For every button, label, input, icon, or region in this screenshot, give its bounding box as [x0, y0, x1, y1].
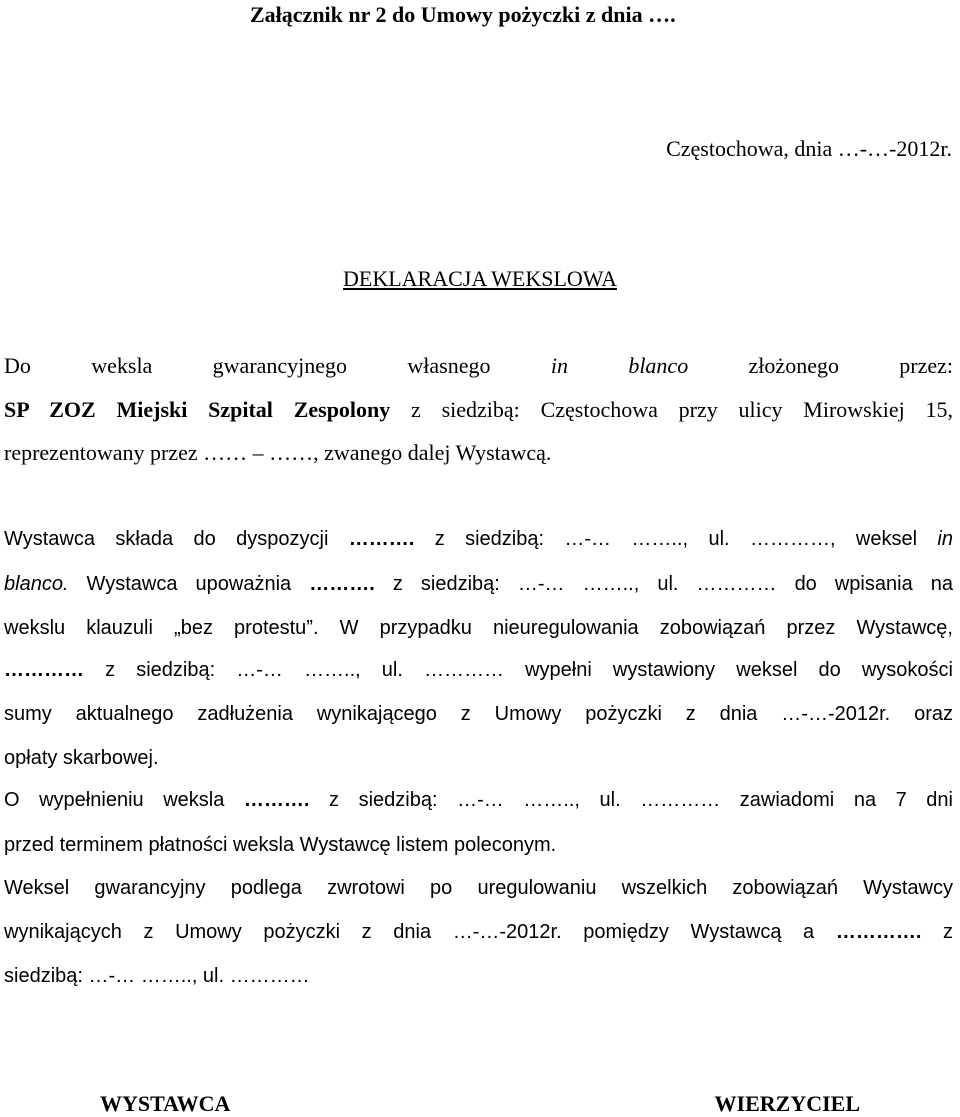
para2-line2: blanco. Wystawca upoważnia ………. z siedzibą: …-… …….., ul. ………… do wpisania na	[4, 573, 953, 595]
signature-creditor: WIERZYCIEL	[714, 1091, 860, 1116]
para2-line1: Wystawca składa do dyspozycji ………. z siedzibą: …-… …….., ul. …………, weksel in	[4, 528, 953, 550]
para2-line6: opłaty skarbowej.	[4, 747, 159, 769]
para3-line2: wynikających z Umowy pożyczki z dnia …-…-2012r. pomiędzy Wystawcą a …………. z	[4, 921, 953, 943]
para3-line1: Weksel gwarancyjny podlega zwrotowi po uregulowaniu wszelkich zobowiązań Wystawcy	[4, 877, 953, 899]
document-title: DEKLARACJA WEKSLOWA	[343, 266, 617, 291]
annex-heading: Załącznik nr 2 do Umowy pożyczki z dnia ….	[250, 2, 676, 27]
para1-line1: Do weksla gwarancyjnego własnego in blanco złożonego przez:	[4, 353, 954, 378]
para2-line4: ………… z siedzibą: …-… …….., ul. ………… wypełni wystawiony weksel do wysokości	[4, 659, 953, 681]
para1-line2: SP ZOZ Miejski Szpital Zespolony z siedzibą: Częstochowa przy ulicy Mirowskiej 15,	[4, 397, 953, 422]
para3-line3: siedzibą: …-… …….., ul. …………	[4, 965, 310, 987]
signature-issuer: WYSTAWCA	[100, 1091, 231, 1116]
issuer-name: SP ZOZ Miejski Szpital Zespolony	[4, 397, 391, 422]
para2-line7: O wypełnieniu weksla ………. z siedzibą: …-… …….., ul. ………… zawiadomi na 7 dni	[4, 789, 953, 811]
para1-line3: reprezentowany przez …… – ……, zwanego dalej Wystawcą.	[4, 440, 552, 465]
para2-line5: sumy aktualnego zadłużenia wynikającego z Umowy pożyczki z dnia …-…-2012r. oraz	[4, 703, 953, 725]
para2-line3: wekslu klauzuli „bez protestu”. W przypadku nieuregulowania zobowiązań przez Wystawcę,	[4, 617, 953, 639]
place-date: Częstochowa, dnia …-…-2012r.	[666, 136, 952, 161]
para2-line8: przed terminem płatności weksla Wystawcę listem poleconym.	[4, 834, 557, 856]
